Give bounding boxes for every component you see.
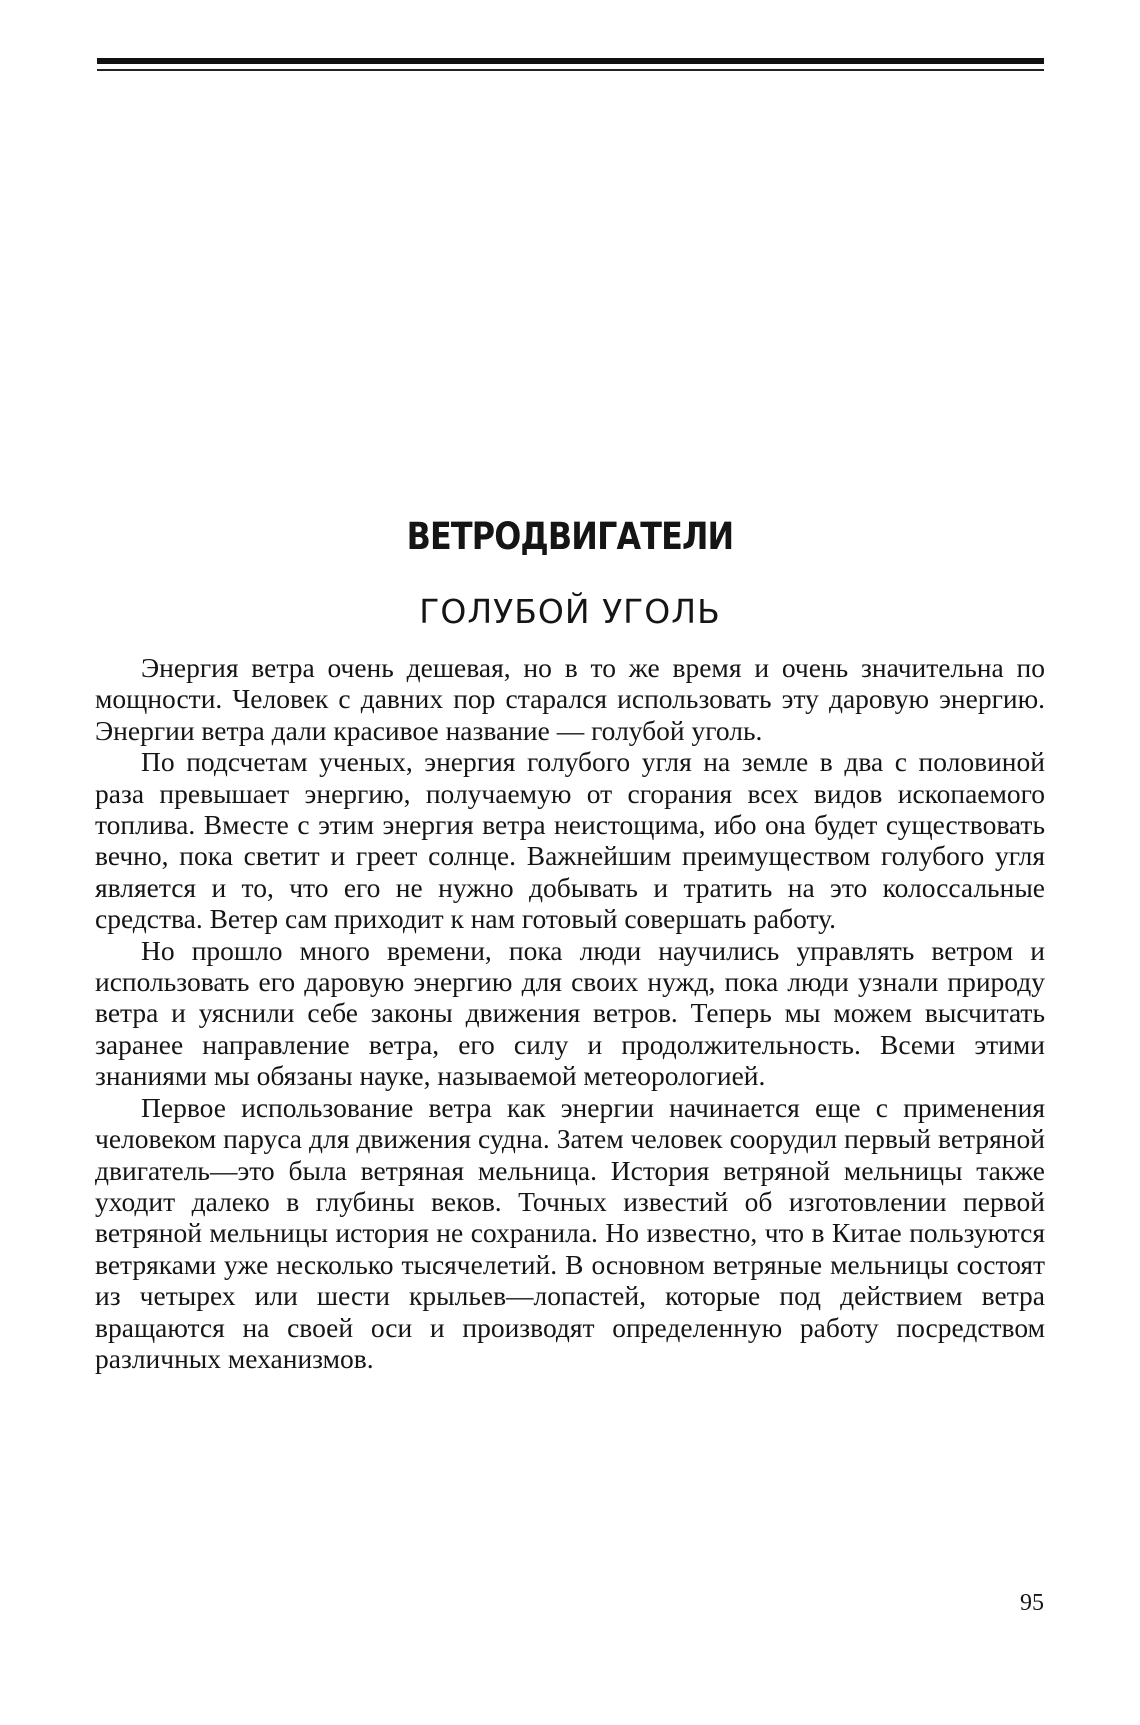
paragraph-3: Но прошло много времени, пока люди научились управлять ветром и использовать его даровую энергию для своих нужд, пока люди узнали природу ветра и уяснили себе законы движения ветров. Теперь мы можем высчитать заранее направление ветра, его силу и продолжительность. Всеми этими знаниями мы обязаны науке, называемой метеорологией. bbox=[95, 934, 1045, 1092]
paragraph-2: По подсчетам ученых, энергия голубого угля на земле в два с половиной раза превышает энергию, получаемую от сгорания всех видов ископаемого топлива. Вместе с этим энергия ветра неистощима, ибо она будет существовать вечно, пока светит и греет солнце. Важнейшим преимуществом голубого угля является и то, что его не нужно добывать и тратить на это колоссальные средства. Ветер сам приходит к нам готовый совершать работу. bbox=[95, 746, 1045, 935]
paragraph-1: Энергия ветра очень дешевая, но в то же время и очень значительна по мощности. Человек с давних пор старался использовать эту даровую энергию. Энергии ветра дали красивое название — голубой уголь. bbox=[95, 652, 1045, 746]
header-rule-thin bbox=[97, 69, 1044, 71]
header-rule-thick bbox=[97, 58, 1044, 64]
chapter-title: ВЕТРОДВИГАТЕЛИ bbox=[406, 515, 734, 558]
paragraph-4: Первое использование ветра как энергии начинается еще с применения человеком паруса для движения судна. Затем человек соорудил первый ветряной двигатель—это была ветряная мельница. История ветряной мельницы также уходит далеко в глубины веков. Точных известий об изготовлении первой ветряной мельницы история не сохранила. Но известно, что в Китае пользуются ветряками уже несколько тысячелетий. В основном ветряные мельницы состоят из четырех или шести крыльев—лопастей, которые под действием ветра вращаются на своей оси и производят определенную работу посредством различных механизмов. bbox=[95, 1091, 1045, 1374]
page-number: 95 bbox=[1020, 1590, 1044, 1616]
section-title: ГОЛУБОЙ УГОЛЬ bbox=[419, 592, 721, 631]
body-text bbox=[95, 652, 1045, 1374]
